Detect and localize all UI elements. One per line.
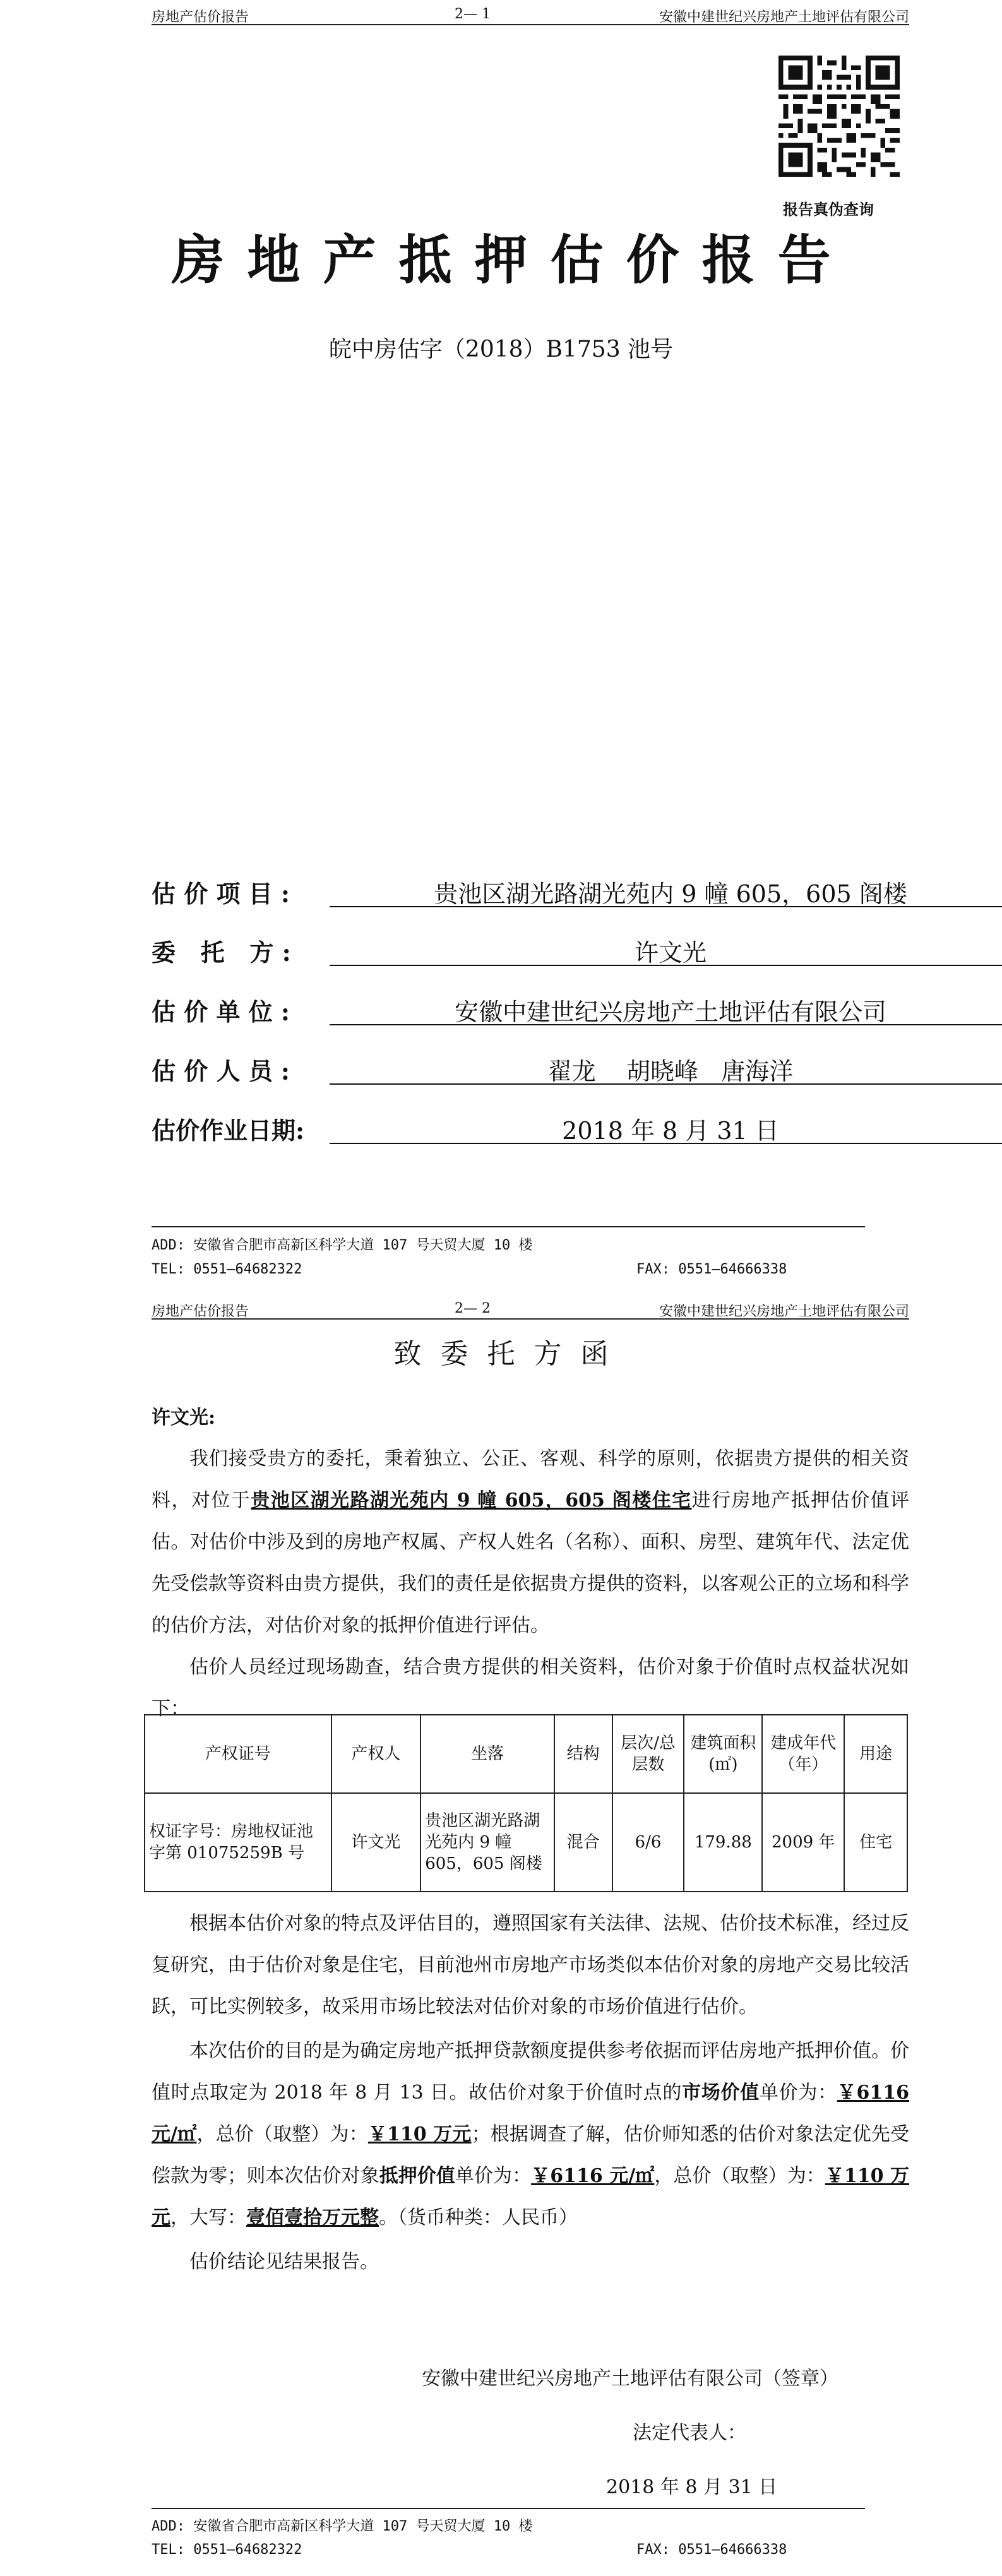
letter-title: 致委托方函	[393, 1338, 628, 1370]
info-label: 估 价 人 员 :	[152, 1057, 290, 1085]
info-value: 贵池区湖光路湖光苑内 9 幢 605，605 阁楼	[330, 874, 1002, 907]
report-title: 房地产抵押估价报告	[171, 229, 854, 291]
text-run: 进行房地产抵押估价值评估。对估价中涉及到的房地产权属、产权人姓名（名称）、面积、房型、建筑年代、法定优先受偿款等资料由贵方提供，我们的责任是依据贵方提供的资料，以客观公正的立场和科学的估价方法，对估价对象的抵押价值进行评估。	[152, 1489, 910, 1637]
running-header	[152, 0, 909, 25]
table-header: 建成年代（年）	[762, 1715, 844, 1793]
footer-address: ADD: 安徽省合肥市高新区科学大道 107 号天贸大厦 10 楼	[152, 2519, 533, 2534]
table-row	[145, 1793, 907, 1892]
footer-tel: TEL: 0551—64682322	[152, 2542, 302, 2558]
table-header: 用途	[844, 1715, 907, 1793]
table-header: 产权人	[331, 1715, 421, 1793]
table-header-row	[145, 1715, 907, 1793]
text-run: 单价为：	[759, 2082, 837, 2104]
market-value-label: 市场价值	[682, 2082, 760, 2104]
table-header: 坐落	[420, 1715, 554, 1793]
info-label: 估 价 单 位 :	[152, 998, 290, 1026]
header-left: 房地产估价报告	[152, 1304, 249, 1320]
paragraph-reference: 估价结论见结果报告。	[189, 2251, 379, 2273]
text-run: 单价为：	[455, 2165, 532, 2187]
footer-contact	[152, 2542, 909, 2558]
market-total-price: ￥110 万元	[367, 2123, 472, 2145]
text-run: ，总价（取整）为：	[196, 2123, 368, 2145]
info-label: 估价作业日期:	[152, 1116, 305, 1145]
footer-fax: FAX: 0551—64666338	[636, 2542, 787, 2558]
info-label: 委 托 方 :	[152, 938, 291, 967]
mortgage-value-label: 抵押价值	[379, 2165, 455, 2187]
qr-code-icon[interactable]	[778, 56, 900, 177]
signature-legal-rep: 法定代表人：	[633, 2422, 746, 2444]
info-value: 许文光	[330, 933, 1002, 966]
footer-rule	[152, 1226, 865, 1227]
text-run: ；根据调查了解，估价师知悉的估价对象法定优先受偿款为零；则本次估价对象	[152, 2123, 910, 2187]
signature-company: 安徽中建世纪兴房地产土地评估有限公司（签章）	[422, 2368, 838, 2390]
table-cell: 179.88	[684, 1793, 762, 1892]
property-address: 贵池区湖光路湖光苑内 9 幢 605，605 阁楼住宅	[251, 1489, 692, 1512]
text-run: ，总价（取整）为：	[654, 2165, 825, 2187]
market-unit-price: ￥6116 元/㎡	[152, 2082, 910, 2145]
running-header	[152, 1294, 909, 1320]
table-cell: 权证字号：房地权证池字第 01075259B 号	[145, 1793, 331, 1892]
table-cell: 2009 年	[762, 1793, 844, 1892]
table-header: 层次/总层数	[612, 1715, 684, 1793]
mortgage-total-price: ￥110 万元	[152, 2165, 910, 2229]
paragraph-survey: 估价人员经过现场勘查，结合贵方提供的相关资料，估价对象于价值时点权益状况如下：	[152, 1656, 909, 1720]
footer-tel: TEL: 0551—64682322	[152, 1261, 302, 1277]
footer-rule	[152, 2508, 865, 2509]
salutation: 许文光:	[152, 1407, 216, 1429]
paragraph-method: 根据本估价对象的特点及评估目的，遵照国家有关法律、法规、估价技术标准，经过反复研究，由于估价对象是住宅，目前池州市房地产市场类似本估价对象的房地产交易比较活跃，可比实例较多，故采用市场比较法对估价对象的市场价值进行估价。	[152, 1912, 909, 2018]
text-run: 。（货币种类：人民币）	[379, 2207, 578, 2229]
qr-caption: 报告真伪查询	[783, 200, 874, 218]
table-cell: 6/6	[612, 1793, 684, 1892]
table-header: 结构	[554, 1715, 612, 1793]
paragraph-conclusion	[152, 2030, 909, 2239]
info-value: 安徽中建世纪兴房地产土地评估有限公司	[330, 993, 1002, 1025]
table-cell: 贵池区湖光路湖光苑内 9 幢 605，605 阁楼	[420, 1793, 554, 1892]
property-table	[144, 1714, 908, 1892]
text-run: 本次估价的目的是为确定房地产抵押贷款额度提供参考依据而评估房地产抵押价值。价值时点取定为 2018 年 8 月 13 日。故估价对象于价值时点的	[152, 2040, 909, 2104]
text-run: ，大写：	[170, 2207, 246, 2229]
amount-in-words: 壹佰壹拾万元整	[246, 2207, 379, 2229]
footer-contact	[152, 1261, 909, 1277]
paragraph-intro	[152, 1438, 909, 1647]
table-header: 产权证号	[145, 1715, 331, 1793]
footer-fax: FAX: 0551—64666338	[636, 1261, 787, 1277]
header-page-number: 2— 2	[455, 1301, 491, 1316]
table-cell: 许文光	[331, 1793, 421, 1892]
report-number: 皖中房估字（2018）B1753 池号	[328, 337, 674, 362]
table-cell: 混合	[554, 1793, 612, 1892]
header-page-number: 2— 1	[455, 6, 491, 22]
footer-address: ADD: 安徽省合肥市高新区科学大道 107 号天贸大厦 10 楼	[152, 1237, 533, 1253]
mortgage-unit-price: ￥6116 元/㎡	[531, 2165, 655, 2187]
signature-date: 2018 年 8 月 31 日	[606, 2476, 778, 2498]
header-company: 安徽中建世纪兴房地产土地评估有限公司	[659, 1304, 909, 1320]
table-cell: 住宅	[844, 1793, 907, 1892]
header-left: 房地产估价报告	[152, 9, 249, 25]
info-value: 2018 年 8 月 31 日	[330, 1111, 1002, 1144]
info-value: 翟龙 胡晓峰 唐海洋	[330, 1052, 1002, 1085]
info-label: 估 价 项 目 :	[152, 880, 290, 908]
letter-to-client-page	[0, 1294, 1002, 2576]
header-company: 安徽中建世纪兴房地产土地评估有限公司	[659, 9, 909, 25]
table-header: 建筑面积(㎡)	[684, 1715, 762, 1793]
text-run: 我们接受贵方的委托，秉着独立、公正、客观、科学的原则，依据贵方提供的相关资料，对位于	[152, 1448, 909, 1512]
